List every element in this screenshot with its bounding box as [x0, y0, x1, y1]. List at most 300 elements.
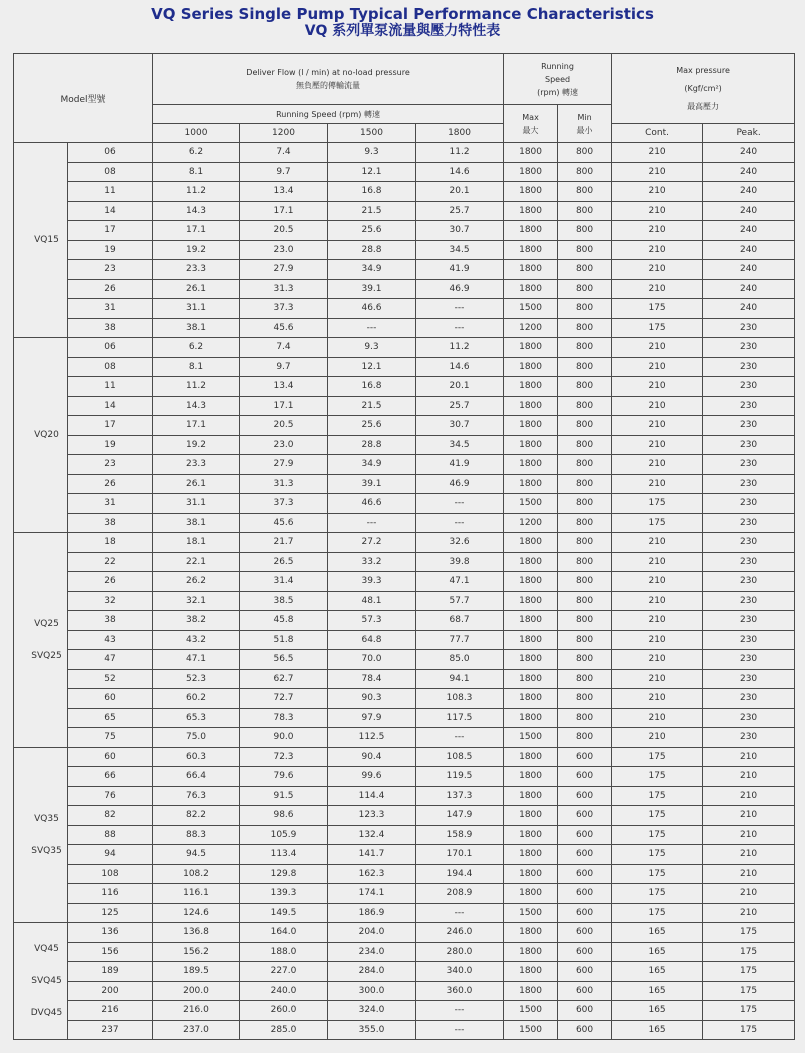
min-speed-cell: 600: [558, 1001, 612, 1021]
flow-1800-cell: 280.0: [416, 942, 504, 962]
flow-1000-cell: 8.1: [153, 357, 240, 377]
cont-pressure-cell: 210: [612, 396, 703, 416]
min-speed-cell: 800: [558, 182, 612, 202]
table-row: [14, 611, 795, 631]
peak-pressure-cell: 240: [703, 143, 795, 163]
flow-1500-cell: 186.9: [328, 903, 416, 923]
cont-pressure-cell: 175: [612, 494, 703, 514]
flow-1000-cell: 26.2: [153, 572, 240, 592]
flow-1000-cell: 38.2: [153, 611, 240, 631]
table-row: [14, 162, 795, 182]
flow-1800-cell: 11.2: [416, 143, 504, 163]
cont-pressure-cell: 210: [612, 201, 703, 221]
max-speed-cell: 1800: [504, 591, 558, 611]
flow-1500-cell: 34.9: [328, 260, 416, 280]
flow-1200-cell: 20.5: [240, 221, 328, 241]
peak-pressure-cell: 240: [703, 279, 795, 299]
table-row: [14, 806, 795, 826]
peak-pressure-cell: 230: [703, 708, 795, 728]
min-speed-cell: 800: [558, 650, 612, 670]
min-speed-cell: 800: [558, 338, 612, 358]
flow-1000-cell: 11.2: [153, 377, 240, 397]
model-group-name: VQ35: [34, 813, 59, 824]
model-code-cell: 31: [68, 299, 153, 319]
flow-1500-cell: 78.4: [328, 669, 416, 689]
flow-1200-cell: 78.3: [240, 708, 328, 728]
flow-1500-cell: 57.3: [328, 611, 416, 631]
max-speed-cell: 1500: [504, 1020, 558, 1040]
table-row: [14, 1020, 795, 1040]
flow-1200-cell: 139.3: [240, 884, 328, 904]
max-speed-cell: 1800: [504, 435, 558, 455]
flow-1800-cell: 20.1: [416, 377, 504, 397]
speed-1000-header: 1000: [153, 124, 240, 143]
flow-1200-cell: 27.9: [240, 455, 328, 475]
flow-1500-cell: ---: [328, 513, 416, 533]
cont-pressure-cell: 210: [612, 260, 703, 280]
model-code-cell: 17: [68, 221, 153, 241]
table-row: [14, 669, 795, 689]
model-code-cell: 06: [68, 143, 153, 163]
table-row: [14, 260, 795, 280]
flow-1500-cell: 48.1: [328, 591, 416, 611]
flow-1800-cell: ---: [416, 728, 504, 748]
model-code-cell: 14: [68, 201, 153, 221]
flow-1200-cell: 105.9: [240, 825, 328, 845]
flow-1000-cell: 31.1: [153, 299, 240, 319]
flow-1200-cell: 188.0: [240, 942, 328, 962]
flow-1200-cell: 23.0: [240, 435, 328, 455]
model-code-cell: 76: [68, 786, 153, 806]
flow-1200-cell: 164.0: [240, 923, 328, 943]
cont-pressure-cell: 175: [612, 864, 703, 884]
model-code-cell: 60: [68, 747, 153, 767]
max-speed-cell: 1800: [504, 572, 558, 592]
flow-1800-cell: 117.5: [416, 708, 504, 728]
cont-pressure-cell: 210: [612, 572, 703, 592]
max-speed-cell: 1800: [504, 143, 558, 163]
flow-1800-cell: 85.0: [416, 650, 504, 670]
flow-1200-cell: 98.6: [240, 806, 328, 826]
model-code-cell: 136: [68, 923, 153, 943]
flow-header-label: Deliver Flow (l / min) at no-load pressure: [246, 68, 410, 77]
flow-1200-cell: 13.4: [240, 377, 328, 397]
flow-1500-cell: 90.3: [328, 689, 416, 709]
max-speed-cell: 1800: [504, 923, 558, 943]
min-speed-cell: 600: [558, 806, 612, 826]
model-code-cell: 189: [68, 962, 153, 982]
flow-1800-cell: 170.1: [416, 845, 504, 865]
peak-pressure-cell: 230: [703, 435, 795, 455]
min-speed-cell: 800: [558, 299, 612, 319]
flow-1200-cell: 51.8: [240, 630, 328, 650]
table-header: [14, 54, 795, 143]
flow-1500-cell: 114.4: [328, 786, 416, 806]
rs-line1: Running: [541, 61, 574, 71]
flow-1800-cell: 119.5: [416, 767, 504, 787]
flow-1500-cell: 284.0: [328, 962, 416, 982]
peak-pressure-cell: 175: [703, 981, 795, 1001]
flow-1800-cell: 25.7: [416, 396, 504, 416]
flow-1500-cell: 16.8: [328, 182, 416, 202]
min-speed-cell: 800: [558, 552, 612, 572]
flow-1200-cell: 240.0: [240, 981, 328, 1001]
flow-1000-cell: 22.1: [153, 552, 240, 572]
cont-pressure-cell: 210: [612, 143, 703, 163]
flow-1800-cell: 20.1: [416, 182, 504, 202]
flow-1000-cell: 116.1: [153, 884, 240, 904]
min-speed-cell: 800: [558, 689, 612, 709]
model-code-cell: 11: [68, 182, 153, 202]
flow-1500-cell: 25.6: [328, 416, 416, 436]
model-code-cell: 38: [68, 611, 153, 631]
flow-1800-cell: 340.0: [416, 962, 504, 982]
table-row: [14, 201, 795, 221]
max-speed-cell: 1200: [504, 513, 558, 533]
peak-pressure-header: Peak.: [703, 124, 795, 143]
cont-pressure-cell: 175: [612, 786, 703, 806]
peak-pressure-cell: 210: [703, 884, 795, 904]
model-code-cell: 19: [68, 240, 153, 260]
table-row: [14, 903, 795, 923]
flow-1800-cell: 30.7: [416, 416, 504, 436]
flow-1500-cell: ---: [328, 318, 416, 338]
peak-pressure-cell: 230: [703, 689, 795, 709]
flow-1800-cell: ---: [416, 1020, 504, 1040]
flow-header: [153, 54, 504, 105]
table-row: [14, 338, 795, 358]
max-speed-cell: 1800: [504, 357, 558, 377]
cont-pressure-cell: 165: [612, 962, 703, 982]
model-group-name: VQ20: [34, 430, 59, 440]
flow-1800-cell: ---: [416, 903, 504, 923]
model-code-cell: 31: [68, 494, 153, 514]
peak-pressure-cell: 210: [703, 845, 795, 865]
cont-pressure-cell: 210: [612, 591, 703, 611]
max-speed-cell: 1800: [504, 630, 558, 650]
cont-pressure-cell: 210: [612, 240, 703, 260]
min-zh: 最小: [576, 125, 593, 135]
min-speed-cell: 600: [558, 845, 612, 865]
flow-1000-cell: 8.1: [153, 162, 240, 182]
peak-pressure-cell: 230: [703, 416, 795, 436]
min-speed-cell: 800: [558, 143, 612, 163]
flow-1800-cell: 147.9: [416, 806, 504, 826]
model-code-cell: 38: [68, 318, 153, 338]
cont-pressure-cell: 210: [612, 455, 703, 475]
flow-1000-cell: 6.2: [153, 143, 240, 163]
max-speed-cell: 1800: [504, 533, 558, 553]
max-speed-cell: 1800: [504, 689, 558, 709]
table-row: [14, 1001, 795, 1021]
flow-1200-cell: 45.8: [240, 611, 328, 631]
flow-1800-cell: 158.9: [416, 825, 504, 845]
model-code-cell: 200: [68, 981, 153, 1001]
flow-1000-cell: 75.0: [153, 728, 240, 748]
flow-1000-cell: 32.1: [153, 591, 240, 611]
peak-pressure-cell: 230: [703, 669, 795, 689]
flow-1500-cell: 324.0: [328, 1001, 416, 1021]
peak-pressure-cell: 210: [703, 747, 795, 767]
flow-1800-cell: 41.9: [416, 260, 504, 280]
flow-1200-cell: 72.7: [240, 689, 328, 709]
flow-1200-cell: 7.4: [240, 143, 328, 163]
flow-1500-cell: 64.8: [328, 630, 416, 650]
model-group-cell: [14, 923, 68, 1040]
cont-pressure-cell: 165: [612, 942, 703, 962]
flow-1800-cell: 68.7: [416, 611, 504, 631]
flow-1500-cell: 90.4: [328, 747, 416, 767]
flow-1500-cell: 355.0: [328, 1020, 416, 1040]
min-speed-cell: 800: [558, 279, 612, 299]
table-row: [14, 962, 795, 982]
max-speed-cell: 1800: [504, 279, 558, 299]
min-speed-header: [558, 105, 612, 143]
min-speed-cell: 800: [558, 708, 612, 728]
page-subtitle: VQ 系列單泵流量與壓力特性表: [304, 23, 501, 39]
peak-pressure-cell: 230: [703, 338, 795, 358]
peak-pressure-cell: 175: [703, 1001, 795, 1021]
flow-1000-cell: 66.4: [153, 767, 240, 787]
flow-1000-cell: 14.3: [153, 396, 240, 416]
max-pressure-header: [612, 54, 795, 124]
peak-pressure-cell: 230: [703, 396, 795, 416]
flow-1500-cell: 46.6: [328, 494, 416, 514]
cont-pressure-cell: 210: [612, 552, 703, 572]
min-speed-cell: 800: [558, 357, 612, 377]
model-code-cell: 18: [68, 533, 153, 553]
table-row: [14, 143, 795, 163]
peak-pressure-cell: 240: [703, 162, 795, 182]
flow-1500-cell: 162.3: [328, 864, 416, 884]
peak-pressure-cell: 230: [703, 494, 795, 514]
flow-1200-cell: 31.3: [240, 279, 328, 299]
max-label: Max: [522, 112, 539, 122]
peak-pressure-cell: 230: [703, 611, 795, 631]
table-row: [14, 455, 795, 475]
min-speed-cell: 600: [558, 1020, 612, 1040]
peak-pressure-cell: 230: [703, 533, 795, 553]
flow-1200-cell: 13.4: [240, 182, 328, 202]
flow-1500-cell: 21.5: [328, 201, 416, 221]
flow-1800-cell: ---: [416, 299, 504, 319]
min-speed-cell: 600: [558, 786, 612, 806]
peak-pressure-cell: 230: [703, 572, 795, 592]
peak-pressure-cell: 240: [703, 240, 795, 260]
cont-pressure-cell: 175: [612, 747, 703, 767]
model-code-cell: 125: [68, 903, 153, 923]
flow-1800-cell: 77.7: [416, 630, 504, 650]
flow-1000-cell: 88.3: [153, 825, 240, 845]
flow-1500-cell: 70.0: [328, 650, 416, 670]
table-row: [14, 240, 795, 260]
min-speed-cell: 800: [558, 630, 612, 650]
flow-1800-cell: 46.9: [416, 279, 504, 299]
table-row: [14, 182, 795, 202]
mp-line1: Max pressure: [676, 65, 730, 75]
table-row: [14, 299, 795, 319]
peak-pressure-cell: 210: [703, 864, 795, 884]
flow-1800-cell: 47.1: [416, 572, 504, 592]
flow-1000-cell: 136.8: [153, 923, 240, 943]
flow-1800-cell: 11.2: [416, 338, 504, 358]
flow-1000-cell: 11.2: [153, 182, 240, 202]
flow-1200-cell: 37.3: [240, 299, 328, 319]
table-row: [14, 396, 795, 416]
model-code-cell: 82: [68, 806, 153, 826]
speed-1500-header: 1500: [328, 124, 416, 143]
cont-pressure-cell: 165: [612, 981, 703, 1001]
flow-1200-cell: 149.5: [240, 903, 328, 923]
flow-1500-cell: 39.1: [328, 279, 416, 299]
table-row: [14, 435, 795, 455]
min-speed-cell: 800: [558, 377, 612, 397]
flow-1200-cell: 9.7: [240, 357, 328, 377]
flow-1000-cell: 237.0: [153, 1020, 240, 1040]
flow-1500-cell: 204.0: [328, 923, 416, 943]
flow-1800-cell: 246.0: [416, 923, 504, 943]
min-speed-cell: 800: [558, 396, 612, 416]
flow-1000-cell: 26.1: [153, 279, 240, 299]
running-speed-header: [504, 54, 612, 105]
model-header: Model型號: [14, 54, 153, 143]
peak-pressure-cell: 210: [703, 786, 795, 806]
min-speed-cell: 800: [558, 513, 612, 533]
flow-1800-cell: 14.6: [416, 162, 504, 182]
min-speed-cell: 800: [558, 318, 612, 338]
model-group-name: VQ25: [34, 618, 59, 629]
peak-pressure-cell: 230: [703, 630, 795, 650]
min-speed-cell: 600: [558, 767, 612, 787]
table-row: [14, 786, 795, 806]
title-block: [0, 6, 805, 40]
flow-1200-cell: 17.1: [240, 201, 328, 221]
flow-1200-cell: 45.6: [240, 318, 328, 338]
max-speed-cell: 1500: [504, 903, 558, 923]
flow-1500-cell: 234.0: [328, 942, 416, 962]
max-speed-cell: 1800: [504, 455, 558, 475]
cont-pressure-cell: 210: [612, 689, 703, 709]
flow-1000-cell: 124.6: [153, 903, 240, 923]
flow-1500-cell: 12.1: [328, 357, 416, 377]
max-speed-cell: 1800: [504, 767, 558, 787]
table-row: [14, 728, 795, 748]
peak-pressure-cell: 240: [703, 221, 795, 241]
min-speed-cell: 800: [558, 572, 612, 592]
table-row: [14, 708, 795, 728]
model-code-cell: 237: [68, 1020, 153, 1040]
cont-pressure-cell: 175: [612, 806, 703, 826]
mp-line2: (Kgf/cm²): [684, 83, 722, 93]
flow-1500-cell: 21.5: [328, 396, 416, 416]
flow-1500-cell: 300.0: [328, 981, 416, 1001]
flow-1800-cell: 25.7: [416, 201, 504, 221]
model-code-cell: 08: [68, 162, 153, 182]
flow-1800-cell: 208.9: [416, 884, 504, 904]
table-row: [14, 474, 795, 494]
flow-1200-cell: 45.6: [240, 513, 328, 533]
flow-1200-cell: 17.1: [240, 396, 328, 416]
model-code-cell: 23: [68, 260, 153, 280]
model-group-cell: [14, 747, 68, 923]
speed-1200-header: 1200: [240, 124, 328, 143]
model-code-cell: 32: [68, 591, 153, 611]
flow-1000-cell: 156.2: [153, 942, 240, 962]
flow-1200-cell: 26.5: [240, 552, 328, 572]
table-row: [14, 942, 795, 962]
flow-1000-cell: 19.2: [153, 240, 240, 260]
model-code-cell: 156: [68, 942, 153, 962]
rs-line3: (rpm) 轉速: [537, 87, 579, 97]
model-code-cell: 108: [68, 864, 153, 884]
max-speed-cell: 1500: [504, 1001, 558, 1021]
max-speed-cell: 1800: [504, 162, 558, 182]
model-group-cell: [14, 143, 68, 338]
cont-pressure-cell: 210: [612, 182, 703, 202]
cont-pressure-cell: 210: [612, 728, 703, 748]
cont-pressure-cell: 210: [612, 708, 703, 728]
flow-1000-cell: 31.1: [153, 494, 240, 514]
flow-1000-cell: 38.1: [153, 513, 240, 533]
table-body: [14, 143, 795, 1040]
max-speed-cell: 1800: [504, 260, 558, 280]
cont-pressure-cell: 175: [612, 884, 703, 904]
flow-1800-cell: 137.3: [416, 786, 504, 806]
flow-1200-cell: 31.3: [240, 474, 328, 494]
cont-pressure-cell: 210: [612, 669, 703, 689]
cont-pressure-cell: 165: [612, 923, 703, 943]
flow-1000-cell: 60.2: [153, 689, 240, 709]
flow-1200-cell: 90.0: [240, 728, 328, 748]
peak-pressure-cell: 175: [703, 1020, 795, 1040]
table-row: [14, 318, 795, 338]
cont-pressure-cell: 210: [612, 162, 703, 182]
cont-pressure-cell: 175: [612, 825, 703, 845]
min-speed-cell: 600: [558, 884, 612, 904]
peak-pressure-cell: 210: [703, 903, 795, 923]
min-speed-cell: 800: [558, 611, 612, 631]
flow-1800-cell: ---: [416, 1001, 504, 1021]
flow-1500-cell: 28.8: [328, 240, 416, 260]
max-speed-cell: 1800: [504, 338, 558, 358]
flow-1500-cell: 141.7: [328, 845, 416, 865]
flow-1000-cell: 17.1: [153, 416, 240, 436]
flow-1000-cell: 60.3: [153, 747, 240, 767]
peak-pressure-cell: 240: [703, 260, 795, 280]
speed-1800-header: 1800: [416, 124, 504, 143]
table-row: [14, 845, 795, 865]
peak-pressure-cell: 175: [703, 962, 795, 982]
max-speed-cell: 1800: [504, 747, 558, 767]
min-speed-cell: 800: [558, 455, 612, 475]
peak-pressure-cell: 230: [703, 728, 795, 748]
cont-pressure-cell: 210: [612, 533, 703, 553]
peak-pressure-cell: 230: [703, 591, 795, 611]
cont-pressure-cell: 210: [612, 279, 703, 299]
model-code-cell: 94: [68, 845, 153, 865]
max-speed-cell: 1500: [504, 299, 558, 319]
model-code-cell: 22: [68, 552, 153, 572]
flow-1000-cell: 216.0: [153, 1001, 240, 1021]
cont-pressure-cell: 175: [612, 299, 703, 319]
max-speed-cell: 1800: [504, 377, 558, 397]
cont-pressure-cell: 210: [612, 416, 703, 436]
model-code-cell: 65: [68, 708, 153, 728]
table-row: [14, 767, 795, 787]
peak-pressure-cell: 240: [703, 201, 795, 221]
model-group-name: VQ15: [34, 235, 59, 245]
flow-1200-cell: 21.7: [240, 533, 328, 553]
